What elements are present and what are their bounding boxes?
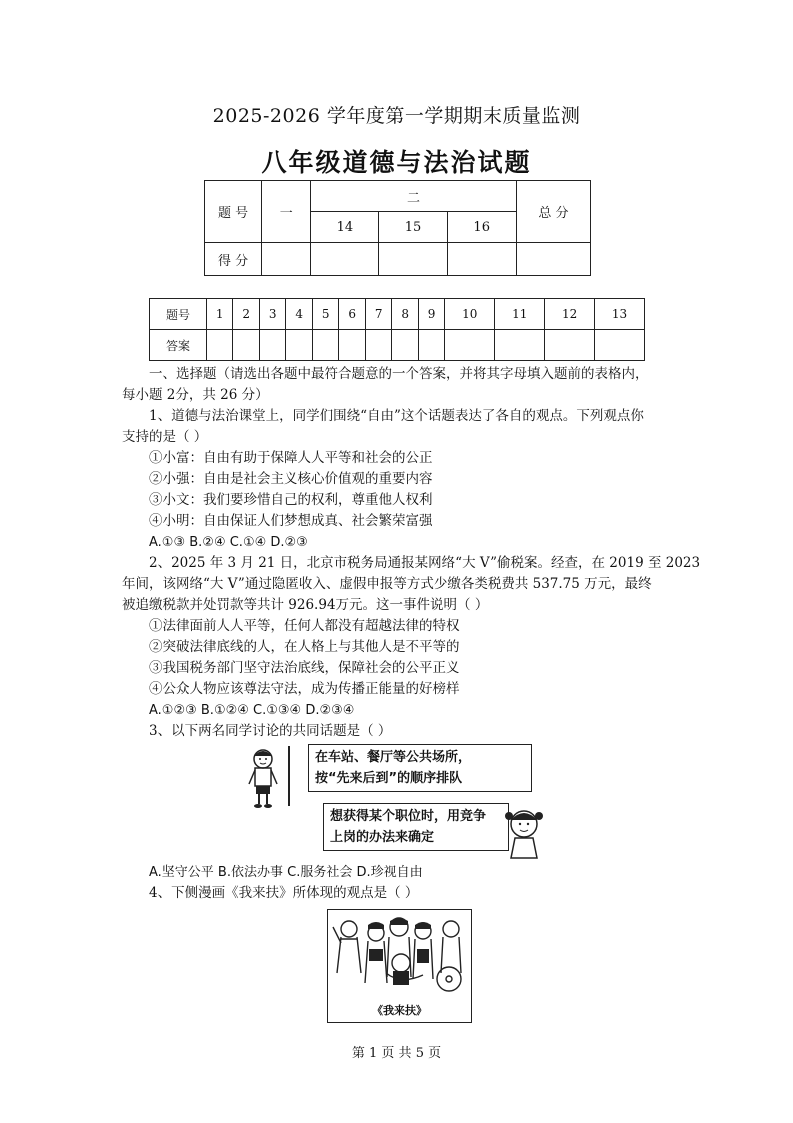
score-cell-1[interactable] (262, 243, 311, 276)
answer-cell[interactable] (286, 330, 312, 361)
q2-stem-cont2: 被追缴税款并处罚款等共计 926.94万元。这一事件说明（ ） (122, 597, 489, 613)
answer-num-10: 10 (445, 299, 495, 330)
bubble1-line2: 按“先来后到”的顺序排队 (315, 771, 463, 786)
q3-illustration (243, 744, 548, 860)
q4-stem: 4、下侧漫画《我来扶》所体现的观点是（ ） (149, 885, 419, 901)
cartoon-caption: 《我来扶》 (372, 1004, 427, 1017)
page-footer: 第 1 页 共 5 页 (351, 1046, 442, 1061)
answer-num-11: 11 (495, 299, 545, 330)
exam-subject-title: 八年级道德与法治试题 (261, 148, 532, 177)
q2-stem-cont: 年间，该网络“大 V”通过隐匿收入、虚假申报等方式少缴各类税费共 537.75 万元，最终 (122, 576, 652, 592)
q4-cartoon (327, 909, 472, 1023)
answer-label-num: 题号 (150, 299, 207, 330)
score-sub-14: 14 (311, 212, 379, 243)
q2-stem: 2、2025 年 3 月 21 日，北京市税务局通报某网络“大 V”偷税案。经查，在 2019 至 2023 (149, 555, 701, 571)
answer-cell[interactable] (495, 330, 545, 361)
score-total: 总 分 (516, 181, 590, 243)
section-heading-cont: 每小题 2分，共 26 分） (122, 387, 269, 403)
answer-cell[interactable] (392, 330, 418, 361)
bubble2-line1: 想获得某个职位时，用竞争 (330, 809, 487, 824)
answer-num-3: 3 (259, 299, 285, 330)
bubble2-line2: 上岗的办法来确定 (330, 830, 435, 845)
answer-num-6: 6 (339, 299, 365, 330)
answer-cell[interactable] (445, 330, 495, 361)
q2-item-1: ①法律面前人人平等，任何人都没有超越法律的特权 (149, 618, 460, 634)
answer-num-12: 12 (545, 299, 595, 330)
q1-item-3: ③小文：我们要珍惜自己的权利，尊重他人权利 (149, 492, 433, 508)
score-cell-15[interactable] (379, 243, 447, 276)
score-part1: 一 (262, 181, 311, 243)
answer-cell[interactable] (365, 330, 391, 361)
answer-num-7: 7 (365, 299, 391, 330)
score-cell-total[interactable] (516, 243, 590, 276)
answer-num-13: 13 (595, 299, 645, 330)
q1-stem: 1、道德与法治课堂上，同学们围绕“自由”这个话题表达了各自的观点。下列观点你 (149, 408, 644, 424)
score-sub-15: 15 (379, 212, 447, 243)
answer-num-1: 1 (207, 299, 233, 330)
speech-bubble-2 (323, 803, 509, 851)
answer-label-ans: 答案 (150, 330, 207, 361)
boy-figure-icon (243, 746, 283, 810)
answer-num-8: 8 (392, 299, 418, 330)
q1-options: A.①③ B.②④ C.①④ D.②③ (149, 535, 308, 550)
score-part2: 二 (311, 181, 517, 212)
score-label-score: 得 分 (205, 243, 262, 276)
score-cell-14[interactable] (311, 243, 379, 276)
score-label-num: 题 号 (205, 181, 262, 243)
q1-stem-cont: 支持的是（ ） (122, 429, 208, 445)
answer-num-2: 2 (233, 299, 259, 330)
exam-title: 2025-2026 学年度第一学期期末质量监测 (212, 105, 581, 127)
answer-cell[interactable] (545, 330, 595, 361)
q2-item-2: ②突破法律底线的人，在人格上与其他人是不平等的 (149, 639, 460, 655)
divider (288, 746, 290, 806)
answer-num-5: 5 (312, 299, 338, 330)
girl-figure-icon (501, 802, 547, 860)
q3-options: A.坚守公平 B.依法办事 C.服务社会 D.珍视自由 (149, 865, 423, 880)
answer-cell[interactable] (418, 330, 444, 361)
answer-num-4: 4 (286, 299, 312, 330)
answer-cell[interactable] (207, 330, 233, 361)
section-heading: 一、选择题（请选出各题中最符合题意的一个答案，并将其字母填入题前的表格内， (149, 366, 649, 382)
score-sub-16: 16 (447, 212, 516, 243)
q1-item-1: ①小富：自由有助于保障人人平等和社会的公正 (149, 450, 433, 466)
answer-cell[interactable] (233, 330, 259, 361)
speech-bubble-1 (308, 744, 532, 792)
answer-cell[interactable] (312, 330, 338, 361)
crowd-cartoon-icon (331, 913, 467, 997)
answer-table (149, 298, 645, 361)
bubble1-line1: 在车站、餐厅等公共场所， (315, 750, 472, 765)
answer-cell[interactable] (339, 330, 365, 361)
answer-cell[interactable] (259, 330, 285, 361)
q1-item-2: ②小强：自由是社会主义核心价值观的重要内容 (149, 471, 433, 487)
answer-num-9: 9 (418, 299, 444, 330)
score-cell-16[interactable] (447, 243, 516, 276)
q3-stem: 3、以下两名同学讨论的共同话题是（ ） (149, 723, 392, 739)
answer-cell[interactable] (595, 330, 645, 361)
q2-item-3: ③我国税务部门坚守法治底线，保障社会的公平正义 (149, 660, 460, 676)
q1-item-4: ④小明：自由保证人们梦想成真、社会繁荣富强 (149, 513, 433, 529)
q2-item-4: ④公众人物应该尊法守法，成为传播正能量的好榜样 (149, 681, 460, 697)
score-table (204, 180, 591, 276)
q2-options: A.①②③ B.①②④ C.①③④ D.②③④ (149, 703, 355, 718)
